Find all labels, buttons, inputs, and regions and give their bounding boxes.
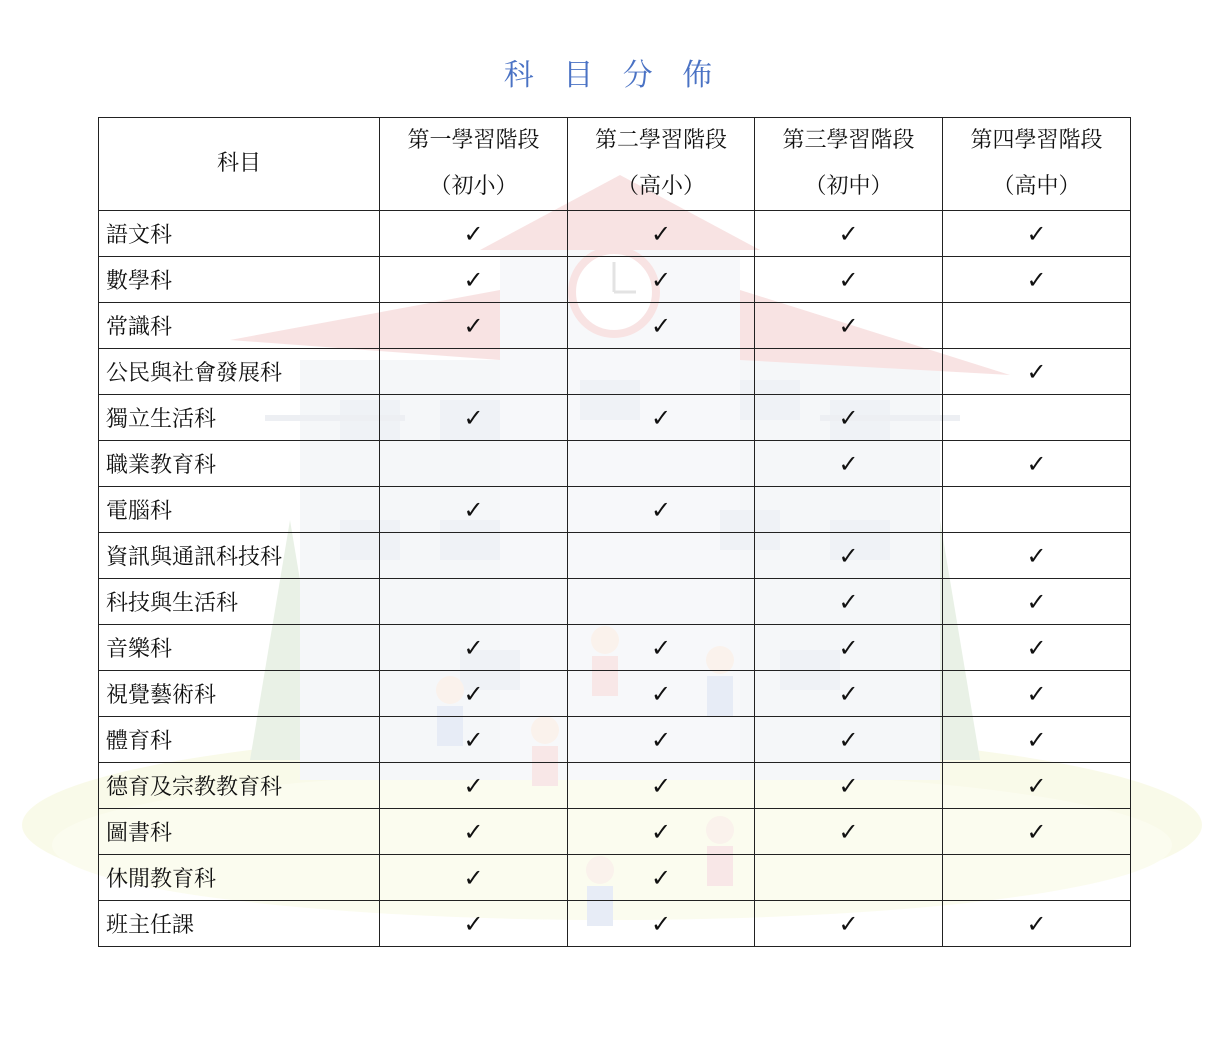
check-mark-icon: ✓ <box>1026 357 1047 386</box>
stage-4-cell <box>943 809 1131 855</box>
table-body <box>99 211 1131 947</box>
stage-1-cell <box>380 763 568 809</box>
subject-name: 公民與社會發展科 <box>99 349 380 395</box>
stage-2-cell <box>568 533 755 579</box>
stage-3-cell <box>755 809 943 855</box>
check-mark-icon: ✓ <box>650 495 672 524</box>
table-row <box>99 671 1131 717</box>
stage-3-cell <box>755 257 943 303</box>
check-mark-icon: ✓ <box>838 817 859 846</box>
stage-1-cell <box>380 211 568 257</box>
stage-2-cell <box>568 625 755 671</box>
stage-level: （高中） <box>992 174 1081 199</box>
check-mark-icon: ✓ <box>463 403 484 432</box>
stage-2-cell <box>568 763 755 809</box>
subject-name: 圖書科 <box>99 809 380 855</box>
check-mark-icon: ✓ <box>838 403 859 432</box>
table-row <box>99 763 1131 809</box>
stage-3-cell <box>755 487 943 533</box>
check-mark-icon: ✓ <box>838 587 859 616</box>
page-title: 科 目 分 佈 <box>503 58 723 93</box>
stage-3-cell <box>755 349 943 395</box>
subject-name: 資訊與通訊科技科 <box>99 533 380 579</box>
check-mark-icon: ✓ <box>838 449 859 478</box>
stage-2-cell <box>568 809 755 855</box>
stage-4-cell <box>943 579 1131 625</box>
subject-distribution-table <box>98 117 1131 947</box>
stage-1-cell <box>380 901 568 947</box>
stage-2-cell <box>568 303 755 349</box>
check-mark-icon: ✓ <box>1026 541 1047 570</box>
stage-3-cell <box>755 211 943 257</box>
stage-4-cell <box>943 395 1131 441</box>
stage-level: （初中） <box>804 174 893 199</box>
table-row <box>99 533 1131 579</box>
subject-name: 職業教育科 <box>99 441 380 487</box>
check-mark-icon: ✓ <box>650 403 672 432</box>
header-stage-2 <box>568 118 755 211</box>
check-mark-icon: ✓ <box>838 909 859 938</box>
check-mark-icon: ✓ <box>463 633 484 662</box>
check-mark-icon: ✓ <box>1026 633 1047 662</box>
check-mark-icon: ✓ <box>650 909 672 938</box>
table-row <box>99 303 1131 349</box>
stage-3-cell <box>755 763 943 809</box>
check-mark-icon: ✓ <box>650 771 672 800</box>
stage-4-cell <box>943 487 1131 533</box>
check-mark-icon: ✓ <box>1026 449 1047 478</box>
stage-3-cell <box>755 579 943 625</box>
table-row <box>99 441 1131 487</box>
stage-level: （初小） <box>429 174 518 199</box>
check-mark-icon: ✓ <box>838 679 859 708</box>
header-stage-4 <box>943 118 1131 211</box>
header-stage-3 <box>755 118 943 211</box>
table-row <box>99 809 1131 855</box>
stage-2-cell <box>568 855 755 901</box>
stage-2-cell <box>568 257 755 303</box>
table-row <box>99 579 1131 625</box>
check-mark-icon: ✓ <box>650 863 672 892</box>
table-row <box>99 257 1131 303</box>
stage-1-cell <box>380 349 568 395</box>
subject-name: 獨立生活科 <box>99 395 380 441</box>
check-mark-icon: ✓ <box>463 863 484 892</box>
stage-1-cell <box>380 625 568 671</box>
table-row <box>99 855 1131 901</box>
check-mark-icon: ✓ <box>650 679 672 708</box>
stage-3-cell <box>755 671 943 717</box>
check-mark-icon: ✓ <box>463 909 484 938</box>
stage-1-cell <box>380 809 568 855</box>
table-row <box>99 349 1131 395</box>
check-mark-icon: ✓ <box>1026 219 1047 248</box>
stage-4-cell <box>943 625 1131 671</box>
stage-4-cell <box>943 349 1131 395</box>
stage-1-cell <box>380 533 568 579</box>
subject-name: 科技與生活科 <box>99 579 380 625</box>
stage-name: 第四學習階段 <box>970 128 1103 153</box>
check-mark-icon: ✓ <box>650 311 672 340</box>
stage-1-cell <box>380 579 568 625</box>
stage-1-cell <box>380 303 568 349</box>
check-mark-icon: ✓ <box>463 265 484 294</box>
check-mark-icon: ✓ <box>838 725 859 754</box>
stage-4-cell <box>943 441 1131 487</box>
check-mark-icon: ✓ <box>463 817 484 846</box>
check-mark-icon: ✓ <box>463 771 484 800</box>
check-mark-icon: ✓ <box>463 679 484 708</box>
check-mark-icon: ✓ <box>838 541 859 570</box>
stage-3-cell <box>755 901 943 947</box>
subject-name: 視覺藝術科 <box>99 671 380 717</box>
stage-name: 第一學習階段 <box>407 128 540 153</box>
stage-4-cell <box>943 211 1131 257</box>
check-mark-icon: ✓ <box>463 219 484 248</box>
stage-name: 第二學習階段 <box>594 128 727 153</box>
stage-4-cell <box>943 763 1131 809</box>
stage-1-cell <box>380 717 568 763</box>
subject-name: 數學科 <box>99 257 380 303</box>
stage-4-cell <box>943 303 1131 349</box>
table-row <box>99 901 1131 947</box>
subject-name: 體育科 <box>99 717 380 763</box>
check-mark-icon: ✓ <box>1026 771 1047 800</box>
table-row <box>99 625 1131 671</box>
stage-2-cell <box>568 717 755 763</box>
stage-3-cell <box>755 855 943 901</box>
stage-4-cell <box>943 855 1131 901</box>
stage-2-cell <box>568 211 755 257</box>
table-row <box>99 395 1131 441</box>
check-mark-icon: ✓ <box>463 311 484 340</box>
subject-name: 班主任課 <box>99 901 380 947</box>
stage-2-cell <box>568 487 755 533</box>
stage-2-cell <box>568 671 755 717</box>
stage-1-cell <box>380 395 568 441</box>
stage-4-cell <box>943 257 1131 303</box>
check-mark-icon: ✓ <box>838 219 859 248</box>
subject-name: 德育及宗教教育科 <box>99 763 380 809</box>
stage-4-cell <box>943 901 1131 947</box>
check-mark-icon: ✓ <box>838 633 859 662</box>
check-mark-icon: ✓ <box>650 219 672 248</box>
subject-name: 語文科 <box>99 211 380 257</box>
check-mark-icon: ✓ <box>463 495 484 524</box>
table-row <box>99 487 1131 533</box>
check-mark-icon: ✓ <box>650 725 672 754</box>
subject-name: 休閒教育科 <box>99 855 380 901</box>
subject-name: 電腦科 <box>99 487 380 533</box>
table-row <box>99 211 1131 257</box>
stage-2-cell <box>568 579 755 625</box>
check-mark-icon: ✓ <box>463 725 484 754</box>
check-mark-icon: ✓ <box>650 265 672 294</box>
header-subject: 科目 <box>99 118 380 211</box>
check-mark-icon: ✓ <box>838 265 859 294</box>
stage-3-cell <box>755 303 943 349</box>
stage-2-cell <box>568 349 755 395</box>
stage-4-cell <box>943 533 1131 579</box>
stage-3-cell <box>755 395 943 441</box>
check-mark-icon: ✓ <box>1026 725 1047 754</box>
table-header-row <box>99 118 1131 211</box>
stage-3-cell <box>755 625 943 671</box>
check-mark-icon: ✓ <box>838 311 859 340</box>
table-row <box>99 717 1131 763</box>
stage-1-cell <box>380 257 568 303</box>
stage-2-cell <box>568 901 755 947</box>
stage-1-cell <box>380 487 568 533</box>
stage-4-cell <box>943 717 1131 763</box>
check-mark-icon: ✓ <box>650 817 672 846</box>
header-stage-1 <box>380 118 568 211</box>
stage-2-cell <box>568 441 755 487</box>
check-mark-icon: ✓ <box>1026 265 1047 294</box>
check-mark-icon: ✓ <box>650 633 672 662</box>
subject-name: 音樂科 <box>99 625 380 671</box>
subject-name: 常識科 <box>99 303 380 349</box>
check-mark-icon: ✓ <box>1026 587 1047 616</box>
stage-1-cell <box>380 441 568 487</box>
stage-3-cell <box>755 441 943 487</box>
check-mark-icon: ✓ <box>1026 817 1047 846</box>
check-mark-icon: ✓ <box>1026 679 1047 708</box>
check-mark-icon: ✓ <box>838 771 859 800</box>
check-mark-icon: ✓ <box>1026 909 1047 938</box>
stage-1-cell <box>380 855 568 901</box>
stage-4-cell <box>943 671 1131 717</box>
stage-2-cell <box>568 395 755 441</box>
stage-level: （高小） <box>616 174 705 199</box>
stage-3-cell <box>755 533 943 579</box>
stage-1-cell <box>380 671 568 717</box>
stage-name: 第三學習階段 <box>782 128 915 153</box>
stage-3-cell <box>755 717 943 763</box>
